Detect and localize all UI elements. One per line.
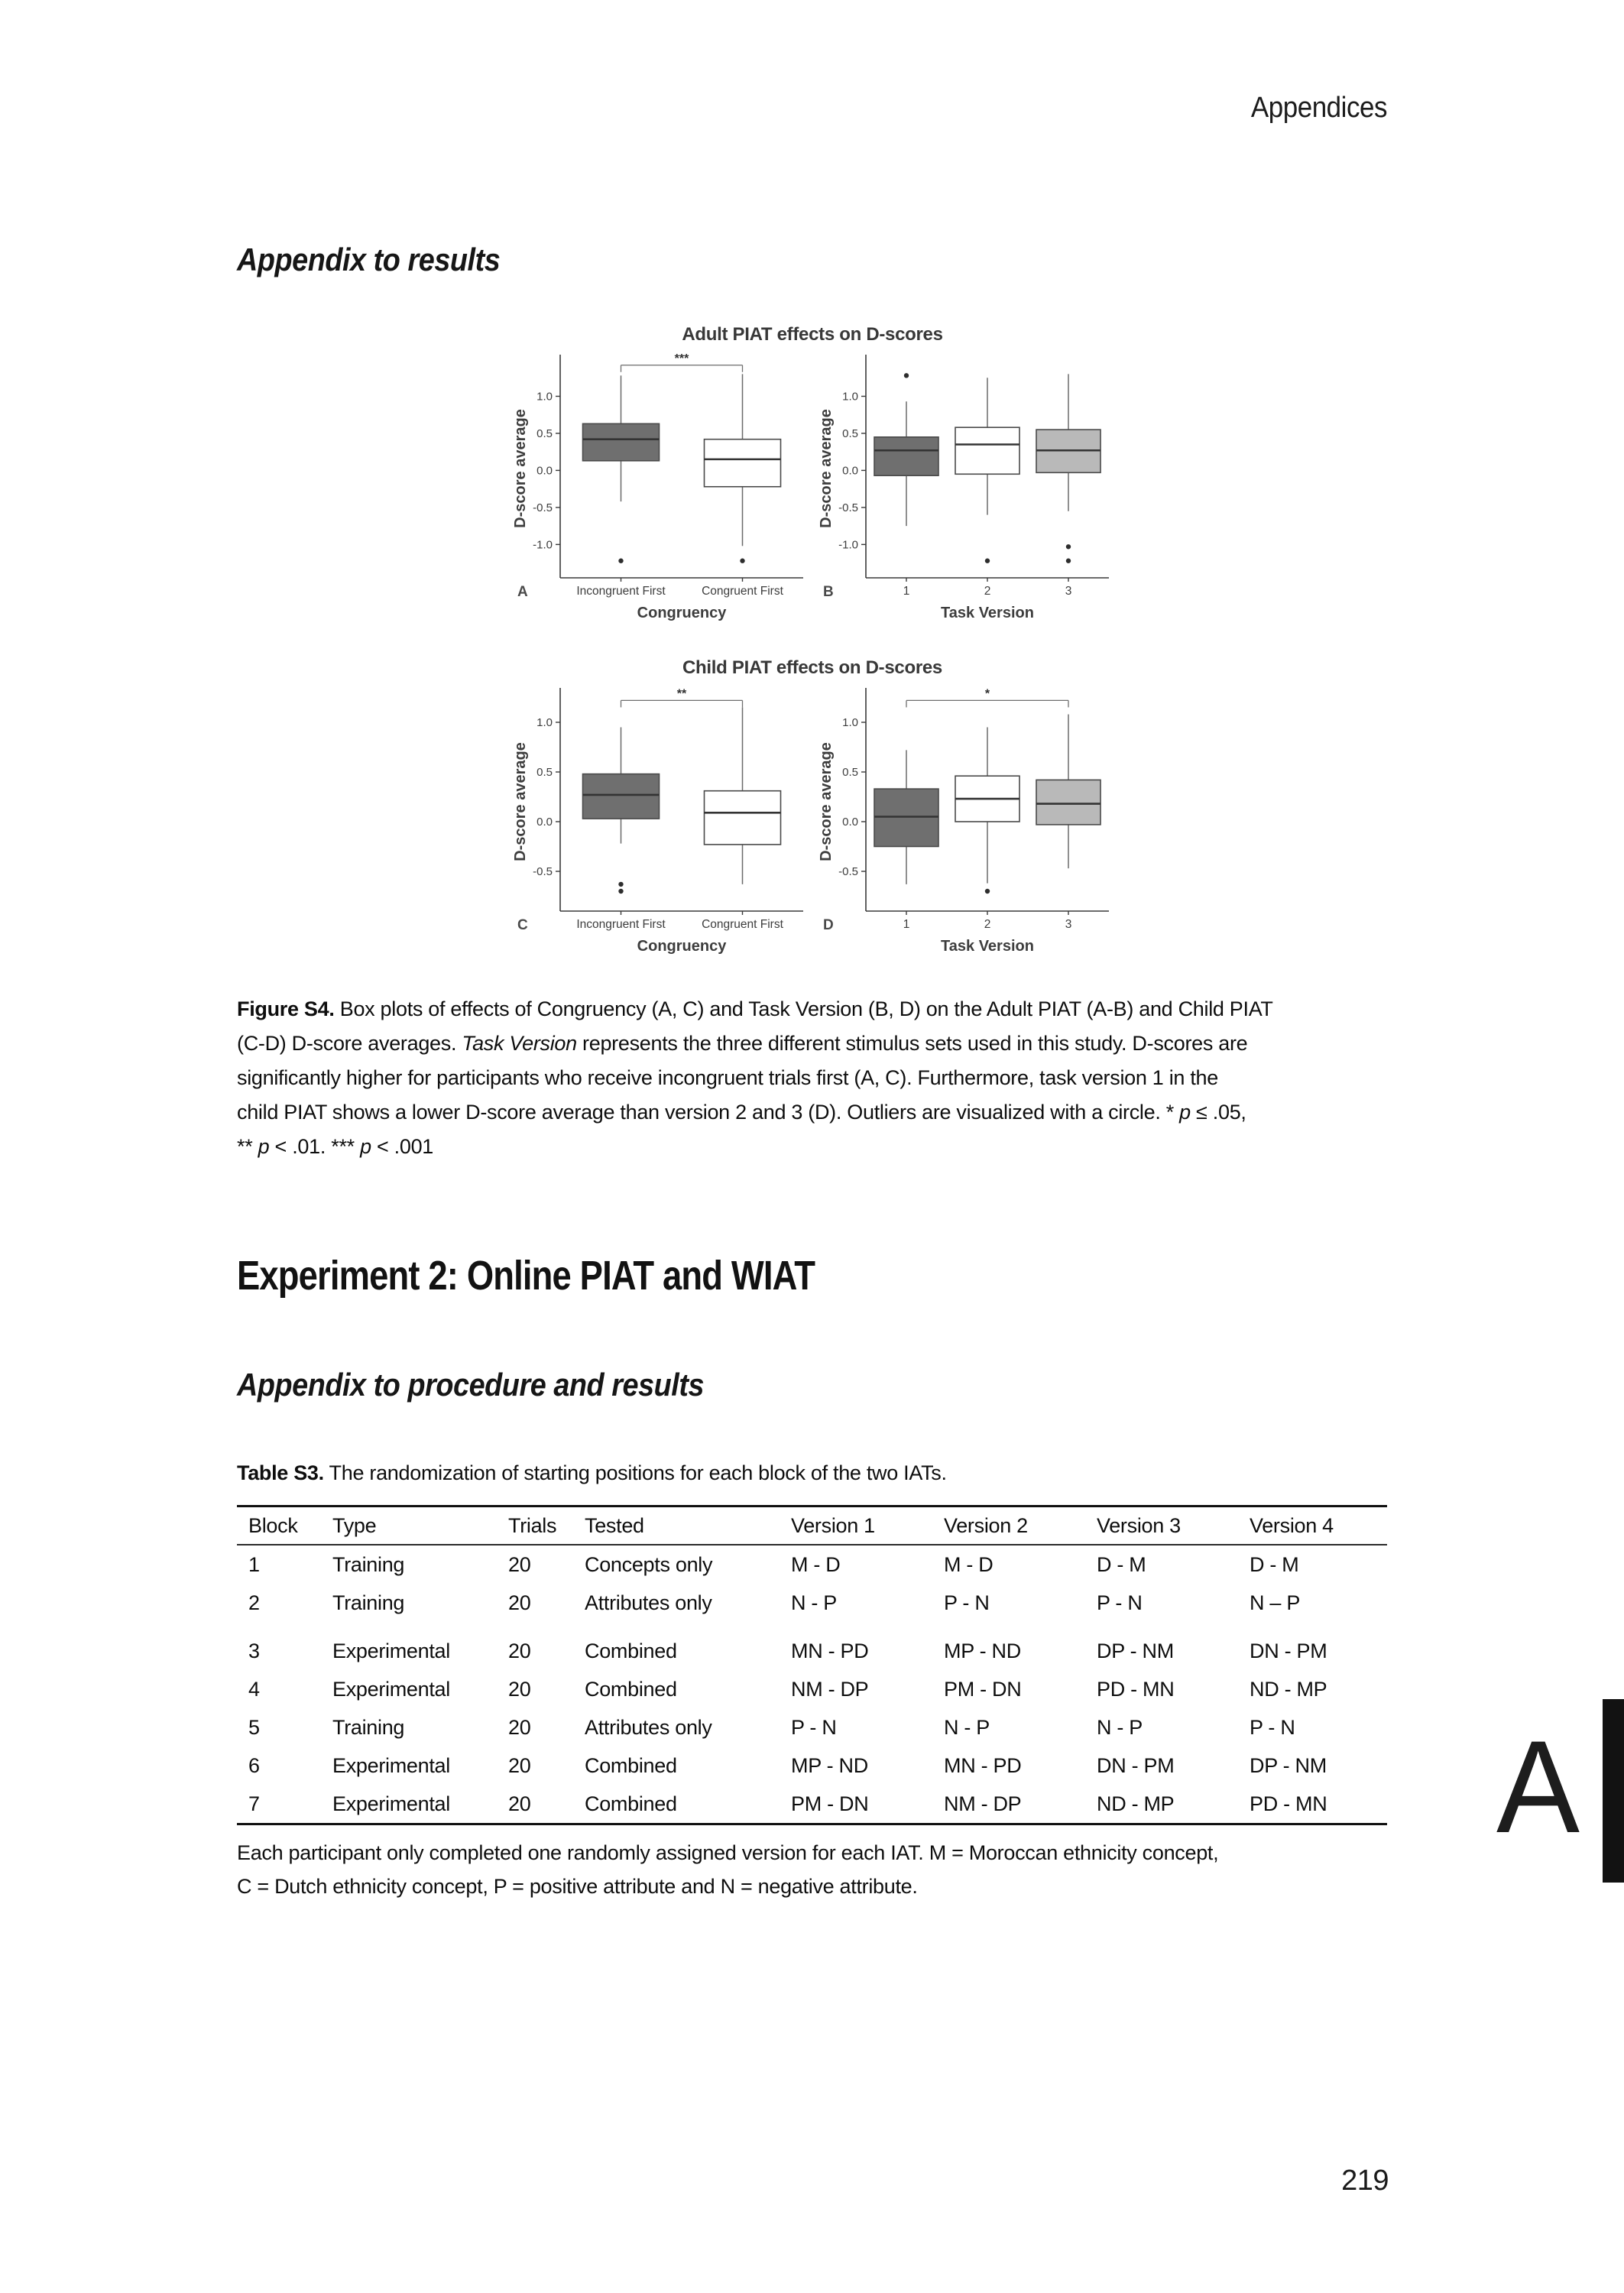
caption-segment: < .001 — [371, 1135, 434, 1158]
table-cell: PD - MN — [1250, 1792, 1327, 1815]
footnote-line: C = Dutch ethnicity concept, P = positive attribute and N = negative attribute. — [237, 1875, 918, 1898]
table-cell: MP - ND — [791, 1753, 868, 1777]
table-row — [237, 1708, 1387, 1747]
y-tick-label: 0.5 — [536, 766, 553, 779]
outlier-point — [904, 373, 909, 378]
significance-label: ** — [676, 687, 687, 701]
outlier-point — [618, 889, 623, 894]
table-row — [237, 1747, 1387, 1785]
table-cell: 6 — [248, 1753, 260, 1777]
x-category-label: 2 — [984, 585, 991, 598]
figure-caption — [237, 992, 1399, 1164]
figure-title: Child PIAT effects on D-scores — [682, 657, 942, 678]
y-axis-label: D-score average — [512, 742, 529, 861]
caption-line — [237, 1095, 1399, 1130]
y-tick-label: 0.5 — [842, 766, 858, 779]
caption-segment: ** — [237, 1135, 258, 1158]
x-axis-label: Congruency — [637, 938, 727, 955]
y-axis-label: D-score average — [818, 742, 835, 861]
x-category-label: 3 — [1065, 918, 1072, 931]
caption-segment: child PIAT shows a lower D-score average than version 2 and 3 (D). Outliers are visualized with a circle. * — [237, 1101, 1180, 1124]
table-cell: N - P — [791, 1591, 838, 1614]
table-cell: 20 — [508, 1792, 531, 1815]
caption-segment: significantly higher for participants who receive incongruent trials first (A, C). Furthermore, task version 1 in the — [237, 1066, 1218, 1089]
caption-line — [237, 992, 1399, 1026]
table-cell: 1 — [248, 1552, 260, 1576]
boxplot-panel-D — [812, 682, 1118, 968]
table-row — [237, 1584, 1387, 1622]
table-cell: P - N — [791, 1715, 837, 1739]
table-header-cell: Block — [248, 1513, 298, 1537]
caption-segment: represents the three different stimulus sets used in this study. D-scores are — [576, 1032, 1248, 1055]
table-header-cell: Type — [332, 1513, 377, 1537]
table-cell: Training — [332, 1715, 405, 1739]
table-cell: ND - MP — [1097, 1792, 1175, 1815]
y-tick-label: 0.0 — [536, 464, 553, 478]
table-header-cell: Tested — [585, 1513, 644, 1537]
x-category-label: 1 — [903, 585, 910, 598]
figure-title: Adult PIAT effects on D-scores — [682, 324, 943, 345]
footnote-line: Each participant only completed one randomly assigned version for each IAT. M = Moroccan ethnicity concept, — [237, 1841, 1219, 1864]
caption-segment: p — [258, 1135, 270, 1158]
table-cell: NM - DP — [791, 1677, 869, 1701]
table-cell: MP - ND — [944, 1639, 1021, 1662]
table-s3 — [237, 1505, 1387, 1825]
table-cell: Combined — [585, 1677, 677, 1701]
boxplot-panel-A — [507, 349, 812, 635]
box-2 — [955, 378, 1019, 563]
y-axis-label: D-score average — [512, 409, 529, 528]
y-tick-label: 1.0 — [536, 716, 553, 729]
table-footnote — [237, 1836, 1399, 1903]
y-tick-label: 1.0 — [842, 390, 858, 404]
table-header-cell: Version 3 — [1097, 1513, 1181, 1537]
table-cell: Combined — [585, 1639, 677, 1662]
outlier-point — [740, 559, 744, 563]
caption-segment: Figure S4. — [237, 997, 335, 1020]
y-tick-label: 0.5 — [536, 426, 553, 440]
table-cell: 20 — [508, 1591, 531, 1614]
boxplot-panel-C — [507, 682, 812, 968]
y-tick-label: 1.0 — [842, 716, 858, 729]
table-rule — [237, 1823, 1387, 1825]
heading-appendix-to-results: Appendix to results — [237, 242, 501, 277]
x-category-label: Incongruent First — [576, 918, 666, 931]
caption-segment: < .01. *** — [269, 1135, 361, 1158]
caption-line — [237, 1026, 1399, 1061]
table-row — [237, 1785, 1387, 1823]
y-tick-label: -0.5 — [838, 501, 858, 514]
box-1 — [874, 750, 938, 884]
table-cell: P - N — [944, 1591, 990, 1614]
table-cell: 20 — [508, 1552, 531, 1576]
outlier-point — [618, 882, 623, 887]
outlier-point — [985, 889, 990, 894]
caption-line — [237, 1061, 1399, 1095]
table-cell: Experimental — [332, 1753, 450, 1777]
outlier-point — [985, 559, 990, 563]
table-cell: DP - NM — [1097, 1639, 1174, 1662]
table-cell: PD - MN — [1097, 1677, 1175, 1701]
table-cell: Experimental — [332, 1677, 450, 1701]
table-cell: D - M — [1097, 1552, 1146, 1576]
table-cell: Attributes only — [585, 1591, 712, 1614]
box-congruent-first — [705, 374, 781, 563]
table-cell: NM - DP — [944, 1792, 1022, 1815]
table-cell: M - D — [944, 1552, 994, 1576]
table-cell: PM - DN — [944, 1677, 1022, 1701]
table-cell: 20 — [508, 1677, 531, 1701]
box-3 — [1036, 374, 1100, 563]
outlier-point — [1066, 544, 1071, 549]
table-cell: 3 — [248, 1639, 260, 1662]
y-tick-label: 0.5 — [842, 426, 858, 440]
table-cell: 7 — [248, 1792, 260, 1815]
table-cell: Combined — [585, 1753, 677, 1777]
table-cell: 5 — [248, 1715, 260, 1739]
table-cell: D - M — [1250, 1552, 1299, 1576]
box-2 — [955, 728, 1019, 894]
caption-segment: Box plots of effects of Congruency (A, C) and Task Version (B, D) on the Adult PIAT (A-B) and Child PIAT — [334, 997, 1273, 1020]
significance-label: * — [984, 687, 990, 701]
box-1 — [874, 373, 938, 526]
table-cell: DN - PM — [1097, 1753, 1175, 1777]
table-cell: P - N — [1250, 1715, 1295, 1739]
table-row — [237, 1670, 1387, 1708]
y-tick-label: -1.0 — [838, 538, 858, 552]
table-header-cell: Version 2 — [944, 1513, 1028, 1537]
table-cell: Concepts only — [585, 1552, 713, 1576]
box-incongruent-first — [583, 375, 660, 563]
table-cell: 4 — [248, 1677, 260, 1701]
y-tick-label: -0.5 — [838, 865, 858, 878]
y-tick-label: -1.0 — [533, 538, 553, 552]
box-3 — [1036, 715, 1100, 869]
table-cell: P - N — [1097, 1591, 1143, 1614]
box-incongruent-first — [583, 728, 660, 894]
table-header-cell: Version 4 — [1250, 1513, 1334, 1537]
table-cell: MN - PD — [791, 1639, 869, 1662]
chapter-tab-bar — [1603, 1699, 1624, 1883]
table-cell: 20 — [508, 1753, 531, 1777]
caption-segment: (C-D) D-score averages. — [237, 1032, 462, 1055]
table-cell: N - P — [1097, 1715, 1143, 1739]
table-header-row — [237, 1507, 1387, 1544]
caption-segment: p — [1179, 1101, 1191, 1124]
table-cell: 2 — [248, 1591, 260, 1614]
table-header-cell: Trials — [508, 1513, 557, 1537]
table-cell: Experimental — [332, 1792, 450, 1815]
table-cell: MN - PD — [944, 1753, 1022, 1777]
table-caption-text: The randomization of starting positions for each block of the two IATs. — [323, 1461, 947, 1484]
table-cell: PM - DN — [791, 1792, 869, 1815]
significance-label: *** — [674, 352, 689, 365]
table-cell: M - D — [791, 1552, 841, 1576]
y-tick-label: 0.0 — [536, 816, 553, 829]
panel-letter: D — [823, 917, 834, 933]
x-axis-label: Congruency — [637, 605, 727, 621]
x-category-label: Congruent First — [702, 585, 783, 598]
outlier-point — [1066, 559, 1071, 563]
panel-letter: A — [517, 584, 528, 600]
figure-panels — [507, 349, 1118, 635]
panel-letter: C — [517, 917, 528, 933]
table-cell: N – P — [1250, 1591, 1301, 1614]
table-row — [237, 1545, 1387, 1584]
page-number: 219 — [1341, 2165, 1389, 2197]
caption-segment: p — [360, 1135, 371, 1158]
panel-letter: B — [823, 584, 834, 600]
figure-panels — [507, 682, 1118, 968]
y-tick-label: 0.0 — [842, 816, 858, 829]
chapter-tab-letter: A — [1496, 1714, 1580, 1860]
table-cell: Combined — [585, 1792, 677, 1815]
table-header-cell: Version 1 — [791, 1513, 875, 1537]
x-axis-label: Task Version — [941, 938, 1034, 955]
boxplot-panel-B — [812, 349, 1118, 635]
table-cell: DP - NM — [1250, 1753, 1327, 1777]
table-cell: 20 — [508, 1715, 531, 1739]
table-caption-label: Table S3. — [237, 1461, 324, 1484]
caption-line — [237, 1130, 1399, 1164]
table-caption — [237, 1461, 1387, 1485]
x-category-label: 2 — [984, 918, 991, 931]
table-cell: 20 — [508, 1639, 531, 1662]
running-header: Appendices — [1250, 92, 1387, 124]
table-cell: Experimental — [332, 1639, 450, 1662]
table-row — [237, 1632, 1387, 1670]
table-cell: Attributes only — [585, 1715, 712, 1739]
table-group-spacer — [237, 1622, 1387, 1632]
x-category-label: Congruent First — [702, 918, 783, 931]
x-axis-label: Task Version — [941, 605, 1034, 621]
table-cell: DN - PM — [1250, 1639, 1327, 1662]
figure-child-piat — [507, 657, 1118, 968]
y-tick-label: 0.0 — [842, 464, 858, 478]
table-cell: Training — [332, 1591, 405, 1614]
figure-adult-piat — [507, 324, 1118, 635]
y-tick-label: -0.5 — [533, 501, 553, 514]
y-axis-label: D-score average — [818, 409, 835, 528]
caption-segment: Task Version — [462, 1032, 577, 1055]
x-category-label: Incongruent First — [576, 585, 666, 598]
y-tick-label: 1.0 — [536, 390, 553, 404]
caption-segment: ≤ .05, — [1190, 1101, 1246, 1124]
heading-experiment-2: Experiment 2: Online PIAT and WIAT — [237, 1253, 815, 1299]
outlier-point — [618, 559, 623, 563]
table-cell: Training — [332, 1552, 405, 1576]
table-cell: N - P — [944, 1715, 990, 1739]
heading-appendix-to-procedure: Appendix to procedure and results — [237, 1367, 705, 1403]
table-cell: ND - MP — [1250, 1677, 1327, 1701]
x-category-label: 3 — [1065, 585, 1072, 598]
box-congruent-first — [705, 708, 781, 884]
y-tick-label: -0.5 — [533, 865, 553, 878]
x-category-label: 1 — [903, 918, 910, 931]
